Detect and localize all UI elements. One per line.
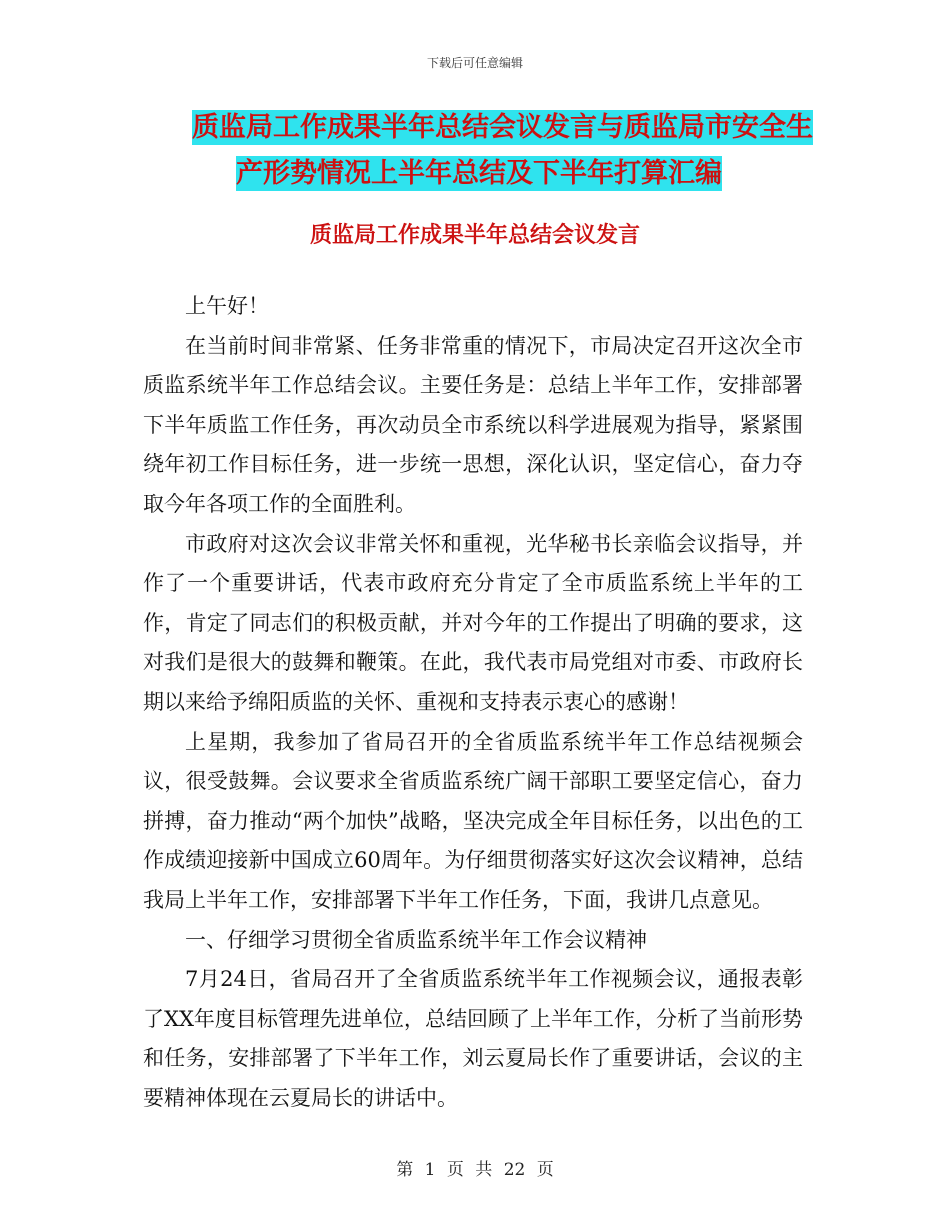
header-note: 下载后可任意编辑 [426, 56, 523, 70]
body-paragraph: 在当前时间非常紧、任务非常重的情况下，市局决定召开这次全市质监系统半年工作总结会议。主要任务是：总结上半年工作，安排部署下半年质监工作任务，再次动员全市系统以科学进展观为指导，紧紧围绕年初工作目标任务，进一步统一思想，深化认识，坚定信心，奋力夺取今年各项工作的全面胜利。 [143, 333, 803, 516]
title-highlight: 产形势情况上半年总结及下半年打算汇编 [236, 158, 722, 189]
page-number-footer: 第 1 页 共 22 页 [396, 1160, 554, 1180]
subheading-paragraph: 一、仔细学习贯彻全省质监系统半年工作会议精神 [185, 927, 647, 952]
body-paragraph: 市政府对这次会议非常关怀和重视，光华秘书长亲临会议指导，并作了一个重要讲话，代表市政府充分肯定了全市质监系统上半年的工作，肯定了同志们的积极贡献，并对今年的工作提出了明确的要求，这对我们是很大的鼓舞和鞭策。在此，我代表市局党组对市委、市政府长期以来给予绵阳质监的关怀、重视和支持表示衷心的感谢！ [143, 531, 803, 714]
greeting-paragraph: 上午好！ [185, 294, 269, 318]
document-title-line-1 [0, 108, 950, 148]
title-highlight: 质监局工作成果半年总结会议发言与质监局市安全生 [192, 112, 813, 143]
body-text [143, 287, 803, 1118]
section-title: 质监局工作成果半年总结会议发言 [309, 222, 640, 248]
body-paragraph: 7月24日，省局召开了全省质监系统半年工作视频会议，通报表彰了XX年度目标管理先进单位，总结回顾了上半年工作，分析了当前形势和任务，安排部署了下半年工作，刘云夏局长作了重要讲话，会议的主要精神体现在云夏局长的讲话中。 [143, 967, 803, 1110]
body-paragraph: 上星期，我参加了省局召开的全省质监系统半年工作总结视频会议，很受鼓舞。会议要求全省质监系统广阔干部职工要坚定信心，奋力拼搏，奋力推动“两个加快”战略，坚决完成全年目标任务，以出色的工作成绩迎接新中国成立60周年。为仔细贯彻落实好这次会议精神，总结我局上半年工作，安排部署下半年工作任务，下面，我讲几点意见。 [143, 729, 803, 912]
document-title-line-2 [0, 154, 950, 194]
